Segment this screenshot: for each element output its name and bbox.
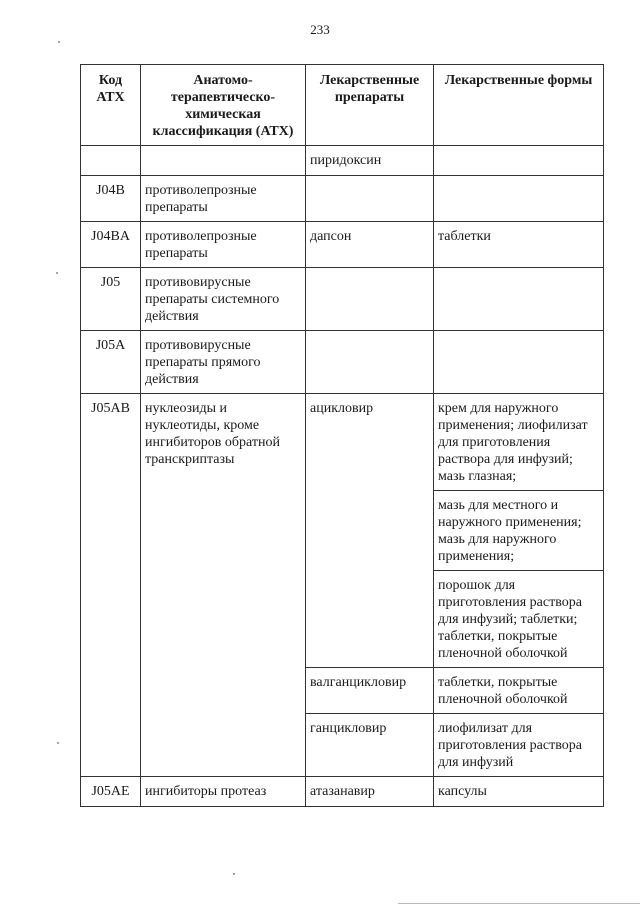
scan-speck bbox=[57, 742, 59, 744]
table-row bbox=[81, 146, 604, 176]
table-row bbox=[81, 222, 604, 268]
atx-table bbox=[80, 64, 604, 807]
page-number: 233 bbox=[310, 22, 330, 37]
cell-code: J05A bbox=[81, 331, 141, 394]
table-row bbox=[81, 268, 604, 331]
cell-drug: ацикловир bbox=[306, 394, 434, 668]
cell-drug: валганцикловир bbox=[306, 668, 434, 714]
scan-speck bbox=[56, 272, 58, 274]
cell-drug: атазанавир bbox=[306, 777, 434, 807]
cell-classification: противолепрозные препараты bbox=[141, 222, 306, 268]
cell-drug bbox=[306, 176, 434, 222]
scan-edge-line bbox=[398, 903, 640, 904]
table-row bbox=[81, 777, 604, 807]
cell-form: таблетки bbox=[434, 222, 604, 268]
cell-form: мазь для местного и наружного применения; мазь для наружного применения; bbox=[434, 491, 604, 571]
cell-form bbox=[434, 268, 604, 331]
header-code: Код АТХ bbox=[81, 65, 141, 146]
cell-drug: пиридоксин bbox=[306, 146, 434, 176]
cell-form: таблетки, покрытые пленочной оболочкой bbox=[434, 668, 604, 714]
table-row bbox=[81, 394, 604, 491]
cell-form bbox=[434, 176, 604, 222]
scan-speck bbox=[58, 41, 60, 43]
cell-drug bbox=[306, 268, 434, 331]
cell-form: лиофилизат для приготовления раствора для инфузий bbox=[434, 714, 604, 777]
cell-form: порошок для приготовления раствора для инфузий; таблетки; таблетки, покрытые пленочной оболочкой bbox=[434, 571, 604, 668]
cell-classification: противовирусные препараты прямого действия bbox=[141, 331, 306, 394]
cell-form bbox=[434, 146, 604, 176]
cell-classification: ингибиторы протеаз bbox=[141, 777, 306, 807]
cell-code bbox=[81, 146, 141, 176]
cell-form bbox=[434, 331, 604, 394]
cell-classification: противовирусные препараты системного действия bbox=[141, 268, 306, 331]
cell-drug bbox=[306, 331, 434, 394]
cell-form: капсулы bbox=[434, 777, 604, 807]
scan-speck bbox=[233, 873, 235, 875]
header-forms: Лекарственные формы bbox=[434, 65, 604, 146]
cell-classification bbox=[141, 146, 306, 176]
cell-code: J04BA bbox=[81, 222, 141, 268]
cell-code: J05AE bbox=[81, 777, 141, 807]
cell-code: J05 bbox=[81, 268, 141, 331]
cell-form: крем для наружного применения; лиофилизат для приготовления раствора для инфузий; мазь глазная; bbox=[434, 394, 604, 491]
table-header-row bbox=[81, 65, 604, 146]
cell-drug: ганцикловир bbox=[306, 714, 434, 777]
cell-drug: дапсон bbox=[306, 222, 434, 268]
cell-classification: нуклеозиды и нуклеотиды, кроме ингибиторов обратной транскриптазы bbox=[141, 394, 306, 777]
header-classification: Анатомо-терапевтическо-химическая классификация (АТХ) bbox=[141, 65, 306, 146]
table-row bbox=[81, 176, 604, 222]
cell-code: J05AB bbox=[81, 394, 141, 777]
cell-code: J04B bbox=[81, 176, 141, 222]
cell-classification: противолепрозные препараты bbox=[141, 176, 306, 222]
table-row bbox=[81, 331, 604, 394]
header-drugs: Лекарственные препараты bbox=[306, 65, 434, 146]
